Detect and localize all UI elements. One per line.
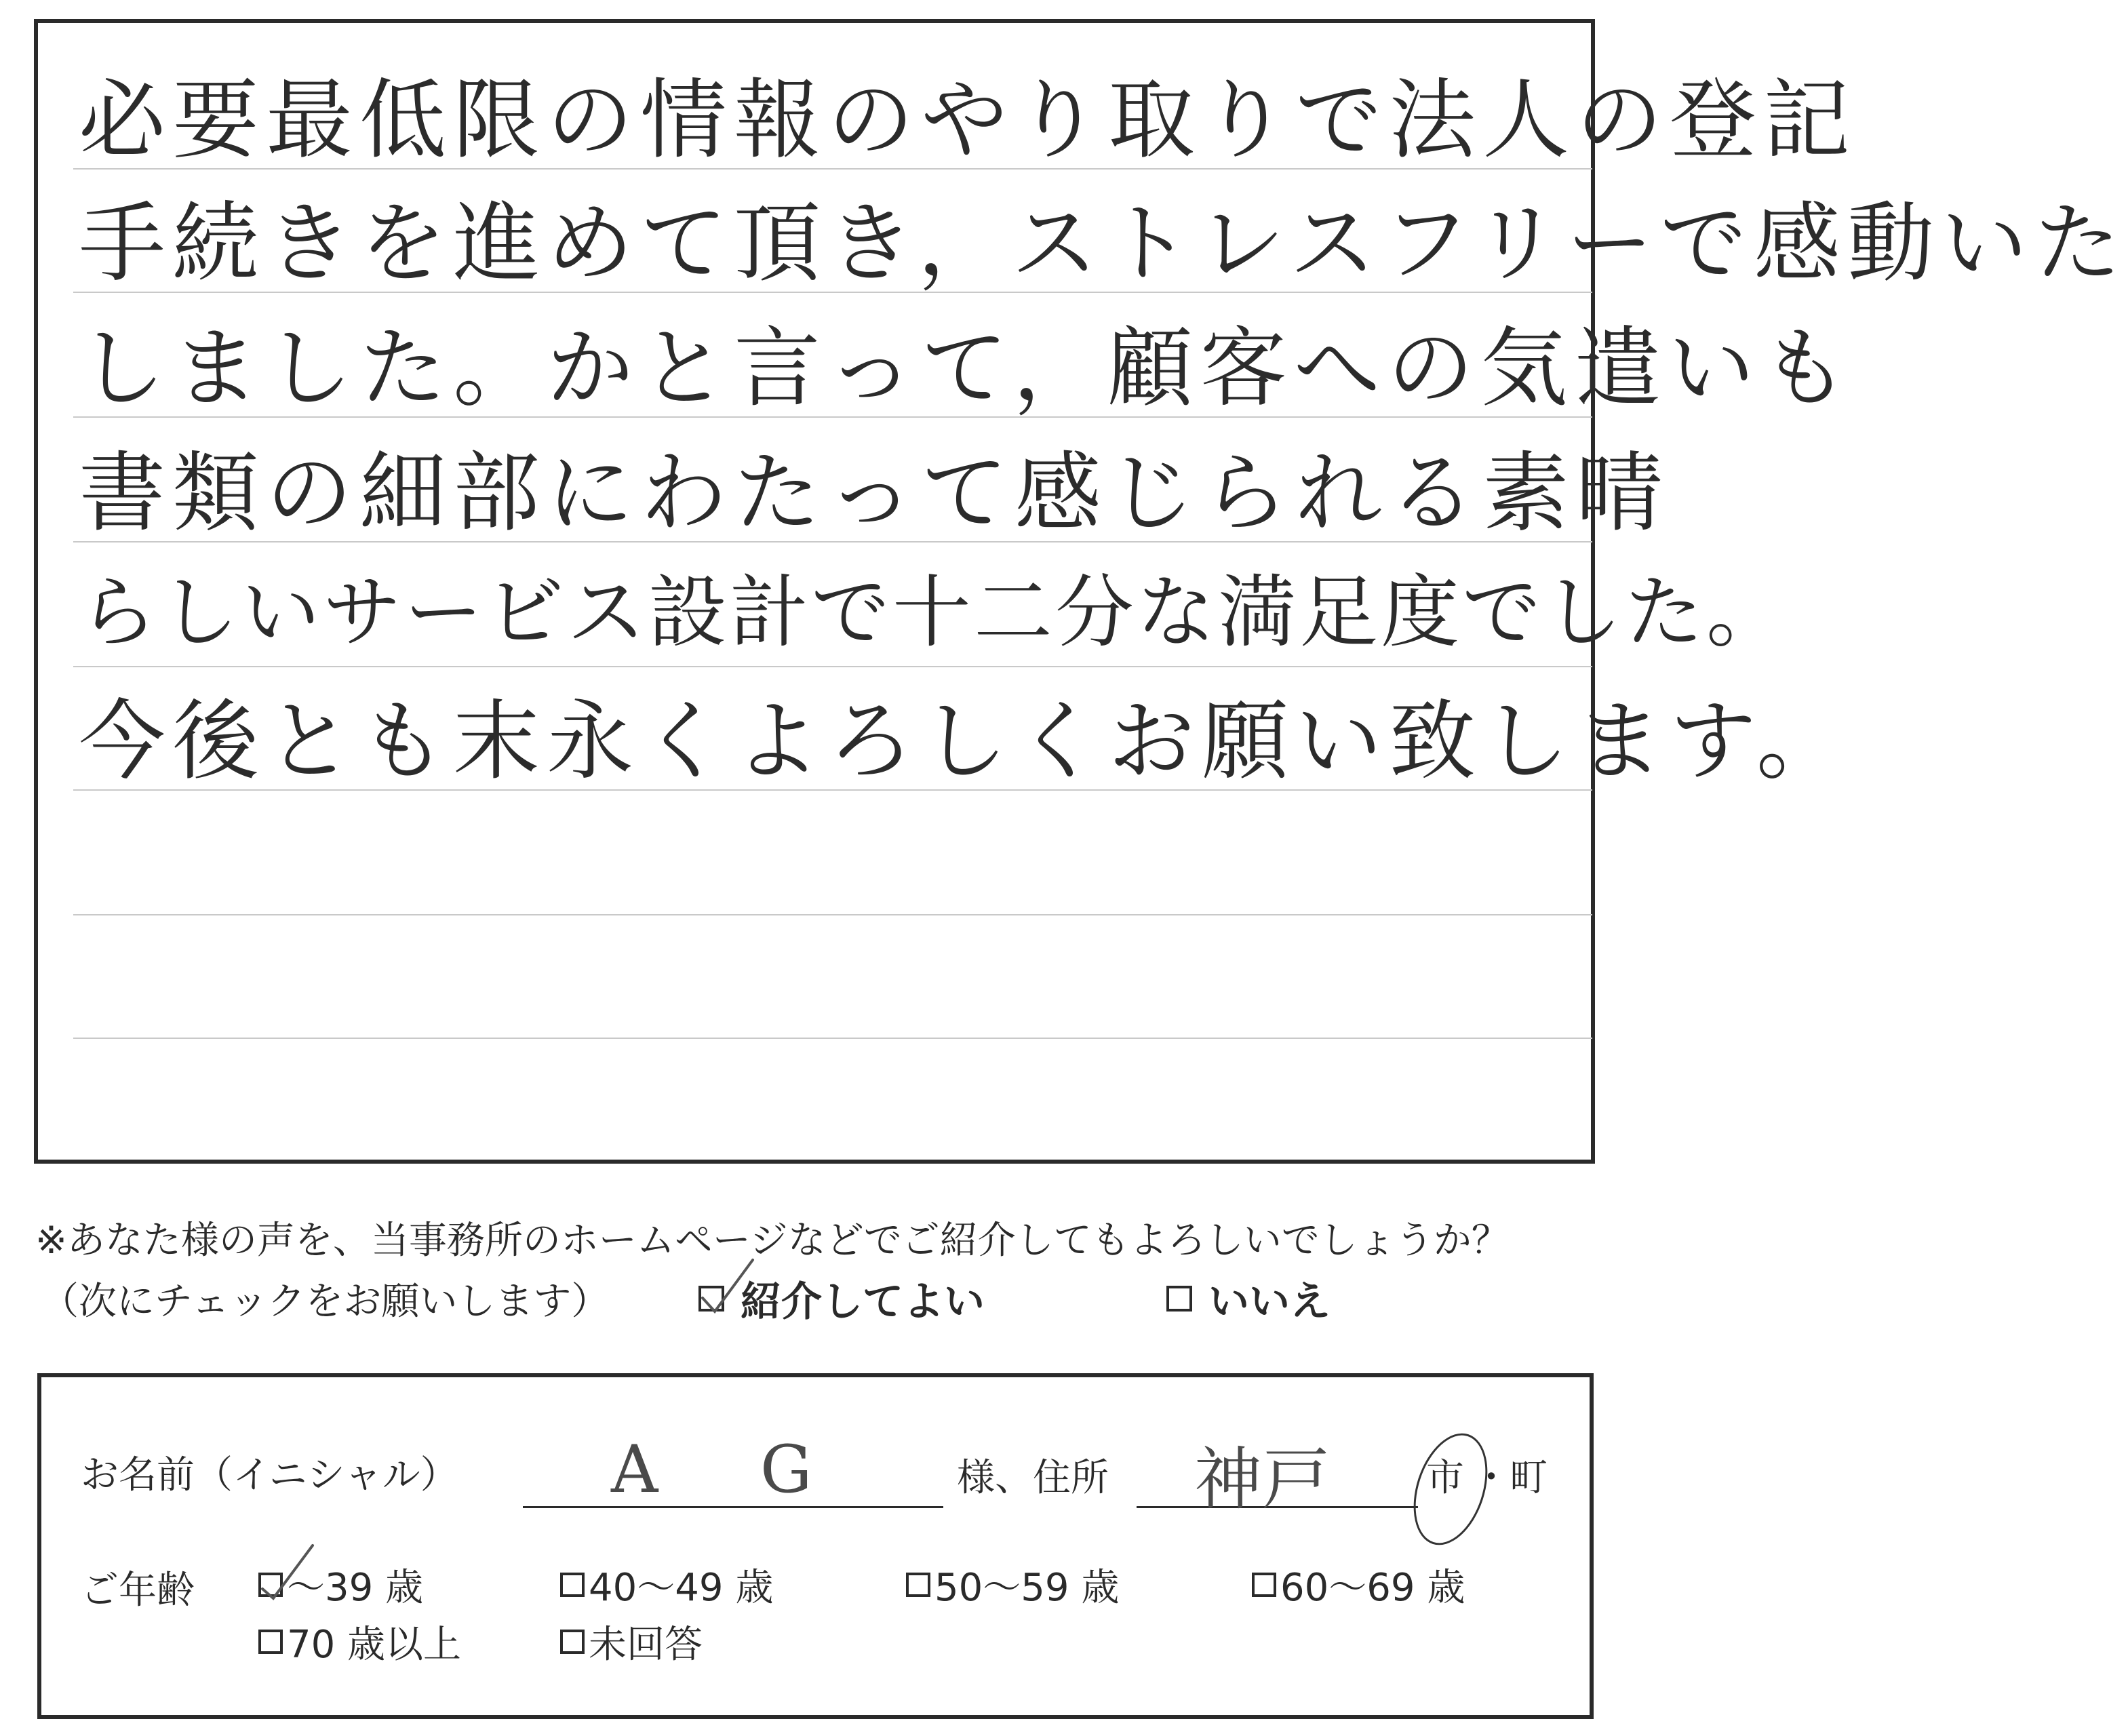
city-label: 市 [1426, 1456, 1464, 1500]
age-option-no-answer[interactable] [560, 1615, 703, 1669]
name-label: お名前（イニシャル） [81, 1453, 458, 1497]
checkmark-icon [696, 1257, 757, 1318]
ruled-line [73, 666, 1592, 667]
info-box [37, 1373, 1594, 1719]
comment-line-4: 書類の細部にわたって感じられる素晴 [79, 443, 1670, 544]
consent-option-label: いいえ [1208, 1278, 1331, 1326]
address-value[interactable]: 神戸 [1194, 1440, 1330, 1519]
comment-line-6: 今後とも末永くよろしくお願い致します。 [79, 691, 1850, 792]
consent-option-no[interactable] [1166, 1269, 1331, 1328]
age-option-50-59[interactable] [906, 1558, 1119, 1612]
ruled-line [73, 1038, 1592, 1039]
age-option-label: 未回答 [589, 1623, 703, 1667]
age-option-under-39[interactable] [258, 1558, 423, 1612]
name-value[interactable]: A G [611, 1432, 853, 1507]
honorific-address-label: 様、住所 [957, 1456, 1109, 1500]
age-option-60-69[interactable] [1252, 1558, 1465, 1612]
checkbox-unchecked[interactable] [560, 1573, 585, 1597]
consent-option-yes[interactable] [698, 1269, 985, 1328]
ruled-line [73, 914, 1592, 915]
checkbox-unchecked[interactable] [1252, 1573, 1276, 1597]
checkmark-icon [256, 1541, 317, 1602]
checkbox-unchecked[interactable] [1166, 1286, 1192, 1311]
checkbox-unchecked[interactable] [258, 1630, 283, 1654]
comment-line-5: らしいサービス設計で十二分な満足度でした。 [79, 567, 1788, 658]
consent-instruction: （次にチェックをお願いします） [41, 1280, 610, 1324]
comment-line-3: しました。かと言って，顧客への気遣いも [79, 318, 1855, 419]
checkbox-unchecked[interactable] [560, 1630, 585, 1654]
age-option-label: 〜39 歳 [287, 1566, 424, 1610]
age-option-label: 50〜59 歳 [934, 1566, 1120, 1610]
town-label: 町 [1510, 1456, 1548, 1500]
age-option-label: 60〜69 歳 [1280, 1566, 1465, 1610]
separator: ・ [1472, 1456, 1510, 1500]
age-option-70-plus[interactable] [258, 1615, 461, 1669]
comment-line-1: 必要最低限の情報のやり取りで法人の登記 [79, 70, 1857, 171]
consent-option-label: 紹介してよい [741, 1278, 985, 1326]
consent-question: ※あなた様の声を、当事務所のホームページなどでご紹介してもよろしいでしょうか？ [35, 1219, 1510, 1263]
checkbox-checked[interactable] [258, 1573, 283, 1597]
age-label: ご年齢 [81, 1569, 195, 1613]
comment-line-2: 手続きを進めて頂き，ストレスフリーで感動いた [79, 193, 2128, 294]
age-option-40-49[interactable] [560, 1558, 773, 1612]
age-option-label: 40〜49 歳 [589, 1566, 774, 1610]
comment-box [34, 19, 2128, 1164]
checkbox-unchecked[interactable] [906, 1573, 930, 1597]
checkbox-checked[interactable] [698, 1286, 724, 1311]
age-option-label: 70 歳以上 [287, 1623, 462, 1667]
